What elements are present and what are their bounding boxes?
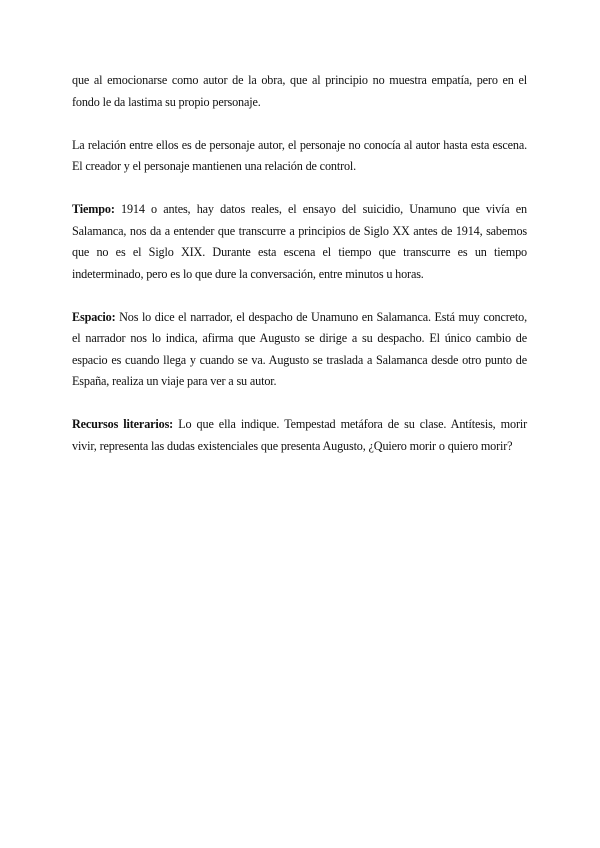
paragraph-espacio xyxy=(72,307,527,393)
paragraph-continuation xyxy=(72,70,527,113)
paragraph-recursos-literarios xyxy=(72,414,527,457)
paragraph-text: Nos lo dice el narrador, el despacho de Unamuno en Salamanca. Está muy concreto, el narrador nos lo indica, afirma que Augusto se dirige a su despacho. El único cambio de espacio es cuando llega y cuando se va. Augusto se traslada a Salamanca desde otro punto de España, realiza un viaje para ver a su autor. xyxy=(72,309,527,388)
paragraph-text: La relación entre ellos es de personaje autor, el personaje no conocía al autor hasta esta escena. El creador y el personaje mantienen una relación de control. xyxy=(72,137,527,173)
paragraph-relation xyxy=(72,135,527,178)
document-body xyxy=(72,70,527,479)
paragraph-text: que al emocionarse como autor de la obra, que al principio no muestra empatía, pero en el fondo le da lastima su propio personaje. xyxy=(72,73,527,109)
paragraph-label: Tiempo: xyxy=(72,202,115,216)
paragraph-text: 1914 o antes, hay datos reales, el ensayo del suicidio, Unamuno que vivía en Salamanca, nos da a entender que transcurre a principios de Siglo XX antes de 1914, sabemos que no es el Siglo XIX. Durante esta escena el tiempo que transcurre es un tiempo indeterminado, pero es lo que dure la conversación, entre minutos u horas. xyxy=(72,202,527,281)
paragraph-label: Recursos literarios: xyxy=(72,417,174,431)
paragraph-text: Lo que ella indique. Tempestad metáfora de su clase. Antítesis, morir vivir, representa las dudas existenciales que presenta Augusto, ¿Quiero morir o quiero morir? xyxy=(72,417,528,453)
paragraph-tiempo xyxy=(72,199,527,285)
paragraph-label: Espacio: xyxy=(72,309,116,324)
